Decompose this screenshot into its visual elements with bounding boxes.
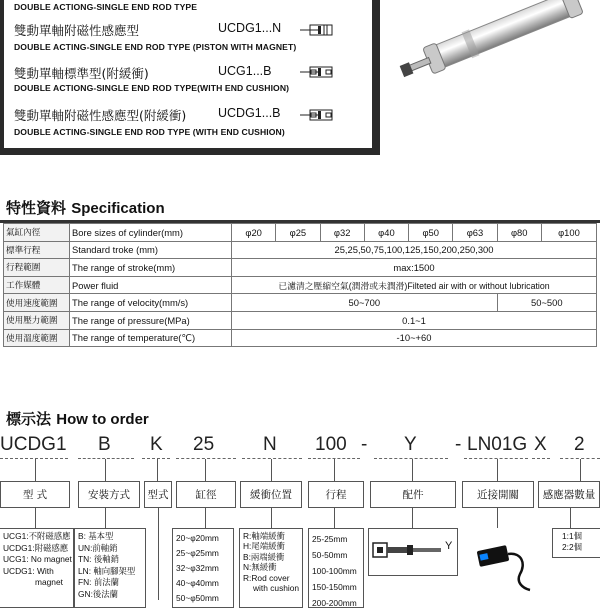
spec-en: Power fluid [70,276,232,294]
spec-en: The range of velocity(mm/s) [70,294,232,312]
option: 25~φ25mm [176,548,219,558]
bore-cell: φ50 [409,224,453,242]
option: UCG1:不附磁感應 [3,531,71,541]
header-k: 型式 [144,481,172,508]
model-1-code: UCDG1...N [218,21,282,35]
header-type: 型 式 [0,481,70,508]
option: 200-200mm [312,598,357,608]
spec-row-pressure [4,311,597,329]
detail-stroke [308,528,364,608]
code-bore: 25 [193,434,215,455]
option: 2:2個 [562,542,583,552]
model-1-cn: 雙動單軸附磁性感應型 [14,23,140,38]
order-title-en: How to order [56,411,149,428]
accessory-label: Y [445,540,453,552]
code-mount: B [98,434,111,455]
spec-value: 25,25,50,75,100,125,150,200,250,300 [232,241,597,259]
connector-line [412,459,413,481]
option: 1:1個 [562,531,583,541]
model-2-en: DOUBLE ACTIONG-SINGLE END ROD TYPE(WITH END CUSHION) [14,83,290,93]
spec-en: Bore sizes of cylinder(mm) [70,224,232,242]
spec-cn: 氣缸內徑 [4,224,70,242]
option: 50~φ50mm [176,593,219,603]
option: 50-50mm [312,550,348,560]
bore-cell: φ20 [232,224,276,242]
proximity-switch-icon [470,534,532,594]
connector-line [497,508,498,528]
spec-en: The range of pressure(MPa) [70,311,232,329]
connector-line [158,508,159,600]
header-cushion: 緩衝位置 [240,481,302,508]
spec-title-cn: 特性資料 [6,199,67,217]
connector-line [497,459,498,481]
code-switch: LN01G [467,434,528,455]
option: 20~φ20mm [176,533,219,543]
option: B:兩端緩衝 [243,551,285,562]
detail-switch [462,528,538,600]
spec-en: The range of temperature(℃) [70,329,232,347]
code-underline [142,458,170,459]
spec-cn: 行程範圍 [4,259,70,277]
option: LN: 軸向腳架型 [78,565,136,576]
spec-en: The range of stroke(mm) [70,259,232,277]
option: 25-25mm [312,534,348,544]
connector-line [334,508,335,528]
connector-line [35,459,36,481]
code-dash-1: - [361,434,368,455]
detail-mount [74,528,146,608]
connector-line [157,459,158,481]
connector-line [271,459,272,481]
spec-table [3,223,597,347]
cylinder-magnet-cushion-symbol-icon [300,109,334,121]
connector-line [334,459,335,481]
y-joint-icon [371,537,443,567]
spec-value: max:1500 [232,259,597,277]
bore-cell: φ25 [276,224,320,242]
code-cushion: N [263,434,277,455]
connector-line [412,508,413,528]
cylinder-magnet-symbol-icon [300,24,334,36]
connector-line [570,508,571,528]
code-underline [532,458,550,459]
connector-line [271,508,272,528]
connector-line [205,508,206,528]
header-mount: 安裝方式 [78,481,140,508]
model-3-code: UCDG1...B [218,106,281,120]
option: with cushion [253,583,300,594]
spec-value: 50~500 [497,294,596,312]
spec-title [6,197,165,218]
code-accessory: Y [404,434,417,455]
spec-cn: 標準行程 [4,241,70,259]
option: UCDG1: With [3,565,54,576]
option: R:軸端緩衝 [243,531,285,541]
code-underline [374,458,448,459]
option: H:尾端緩衝 [243,541,285,552]
model-list [4,0,372,148]
code-underline [242,458,302,459]
code-type: UCDG1 [0,434,67,455]
cylinder-cushion-symbol-icon [300,66,334,78]
header-switch: 近接開關 [462,481,534,508]
spec-row-temperature [4,329,597,347]
order-title-cn: 標示法 [6,410,52,428]
option: 32~φ32mm [176,563,219,573]
code-underline [0,458,68,459]
spec-en: Standard troke (mm) [70,241,232,259]
option: UN:前軸銷 [78,542,118,553]
spec-value: 50~700 [232,294,498,312]
option: 150-150mm [312,582,357,592]
model-2-cn: 雙動單軸標準型(附緩衝) [14,66,149,81]
header-stroke: 行程 [308,481,364,508]
code-k: K [150,434,163,455]
spec-value: -10~+60 [232,329,597,347]
connector-line [105,508,106,528]
code-x: X [534,434,547,455]
option: magnet [35,577,63,588]
connector-line [580,459,581,481]
order-title [6,408,149,429]
code-underline [176,458,236,459]
bore-cell: φ32 [320,224,364,242]
model-list-panel [0,0,380,155]
option: GN:後法蘭 [78,588,119,599]
code-stroke: 100 [315,434,347,455]
spec-cn: 使用溫度範圍 [4,329,70,347]
option: N:無緩衝 [243,562,277,573]
header-bore: 缸徑 [176,481,236,508]
bore-cell: φ40 [364,224,408,242]
model-2-code: UCG1...B [218,64,272,78]
spec-cn: 使用速度範圍 [4,294,70,312]
detail-accessory [368,528,458,576]
connector-line [205,459,206,481]
detail-sensor-count [552,528,600,558]
detail-type [0,528,74,608]
spec-row-bore [4,224,597,242]
option: UCDG1:附磁感應 [3,542,69,553]
option: UCG1: No magnet [3,554,72,565]
option: FN: 前法蘭 [78,577,119,588]
code-dash-2: - [455,434,462,455]
spec-row-standard-stroke [4,241,597,259]
bore-cell: φ80 [497,224,541,242]
connector-line [105,459,106,481]
cylinder-photo [395,0,600,70]
detail-cushion [239,528,303,608]
header-sensor-count: 感應器數量 [538,481,600,508]
code-count: 2 [574,434,585,455]
spec-cn: 工作媒體 [4,276,70,294]
model-1-en: DOUBLE ACTING-SINGLE END ROD TYPE (PISTON WITH MAGNET) [14,42,297,52]
bore-cell: φ100 [541,224,596,242]
code-underline [78,458,134,459]
model-3-cn: 雙動單軸附磁性感應型(附緩衝) [14,108,187,123]
spec-row-power-fluid [4,276,597,294]
spec-title-en: Specification [71,200,165,217]
spec-row-velocity [4,294,597,312]
option: 40~φ40mm [176,578,219,588]
bore-cell: φ63 [453,224,497,242]
option: B: 基本型 [78,531,114,541]
header-accessory: 配件 [370,481,456,508]
option: TN: 後軸銷 [78,554,119,565]
model-0-en: DOUBLE ACTIONG-SINGLE END ROD TYPE [14,2,198,12]
code-underline [464,458,528,459]
option: 100-100mm [312,566,357,576]
spec-value: 已濾清之壓縮空氣(潤滑或未潤滑)Filteted air with or without lubrication [232,276,597,294]
model-3-en: DOUBLE ACTING-SINGLE END ROD TYPE (WITH END CUSHION) [14,127,285,137]
option: R:Rod cover [243,572,290,583]
detail-bore [172,528,234,608]
spec-row-stroke-range [4,259,597,277]
spec-value: 0.1~1 [232,311,597,329]
spec-cn: 使用壓力範圍 [4,311,70,329]
connector-line [35,508,36,528]
